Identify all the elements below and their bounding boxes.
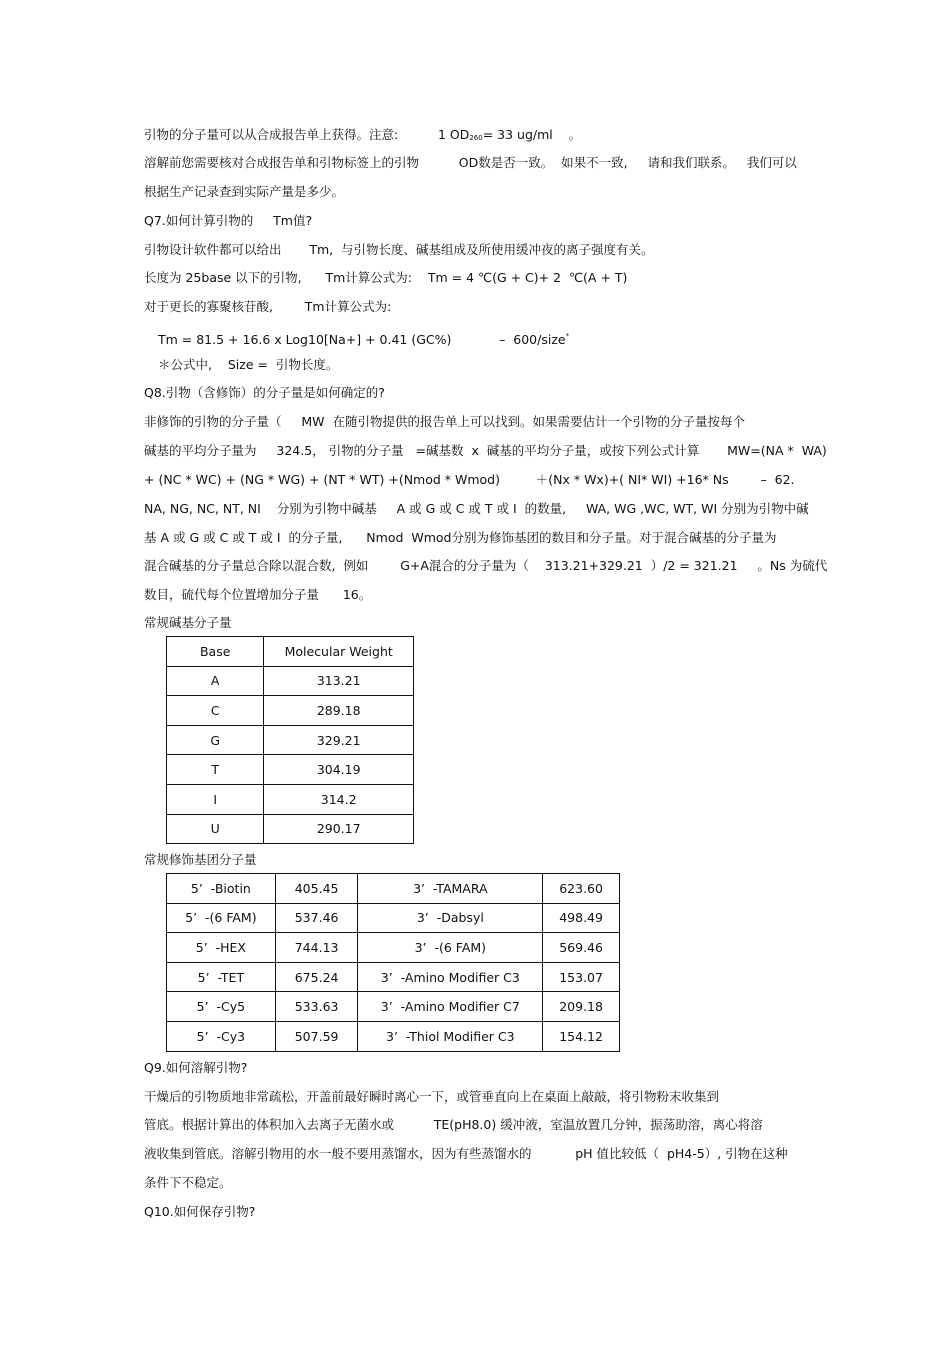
table-cell: 3’ -Amino Modifier C7 <box>358 992 543 1022</box>
table-cell: 5’ -HEX <box>167 933 276 963</box>
text-line-dissolve-1: 干燥后的引物质地非常疏松，开盖前最好瞬时离心一下，或管垂直向上在桌面上敲敲，将引物粉末收集到 <box>144 1089 720 1104</box>
table-header-row <box>167 637 414 667</box>
table-cell: 623.60 <box>543 874 620 904</box>
table-cell: 3’ -(6 FAM) <box>358 933 543 963</box>
table-cell: 498.49 <box>543 903 620 933</box>
table-cell: 209.18 <box>543 992 620 1022</box>
table-row <box>167 903 620 933</box>
table-row <box>167 696 414 726</box>
table-cell: 507.59 <box>275 1021 358 1051</box>
table-cell: 569.46 <box>543 933 620 963</box>
question-q10-heading: Q10.如何保存引物? <box>144 1204 256 1219</box>
table-cell: 675.24 <box>275 962 358 992</box>
table-cell: 744.13 <box>275 933 358 963</box>
table-row <box>167 874 620 904</box>
text-line-dissolve-3: 液收集到管底。溶解引物用的水一般不要用蒸馏水，因为有些蒸馏水的 pH 值比较低（ pH4-5）, 引物在这种 <box>144 1146 788 1161</box>
table-row <box>167 725 414 755</box>
text-line-mw-formula: + (NC * WC) + (NG * WG) + (NT * WT) +(Nmod * Wmod) ＋(Nx * Wx)+( NI* WI) +16* Ns – 62. <box>144 472 795 487</box>
table-cell: 5’ -Cy5 <box>167 992 276 1022</box>
table-cell: U <box>167 814 264 844</box>
text-line-dissolve-4: 条件下不稳定。 <box>144 1175 232 1190</box>
table-cell: 3’ -TAMARA <box>358 874 543 904</box>
text-line-mw-intro: 非修饰的引物的分子量（ MW 在随引物提供的报告单上可以找到。如果需要估计一个引物的分子量按每个 <box>144 414 745 429</box>
text-line-check-od: 溶解前您需要核对合成报告单和引物标签上的引物 OD数是否一致。 如果不一致, 请和我们联系。 我们可以 <box>144 155 797 170</box>
table-cell: 537.46 <box>275 903 358 933</box>
text-line-tm-short-formula: 长度为 25base 以下的引物, Tm计算公式为: Tm = 4 ℃(G + C)+ 2 ℃(A + T) <box>144 270 628 285</box>
text-line-od-note: 引物的分子量可以从合成报告单上获得。注意: 1 $OD_{260}= 33$ ug/ml 。 <box>144 127 582 142</box>
text-line-tm-long-intro: 对于更长的寡聚核苷酸, Tm计算公式为: <box>144 299 392 314</box>
table-row <box>167 784 414 814</box>
table-cell: G <box>167 725 264 755</box>
table-cell: 3’ -Amino Modifier C3 <box>358 962 543 992</box>
table-cell: 153.07 <box>543 962 620 992</box>
modification-molecular-weight-table <box>166 873 620 1052</box>
table-cell: 533.63 <box>275 992 358 1022</box>
table-row <box>167 933 620 963</box>
table-cell: 5’ -Cy3 <box>167 1021 276 1051</box>
text-line-mw-mod: 基 A 或 G 或 C 或 T 或 I 的分子量, Nmod Wmod分别为修饰基团的数目和分子量。对于混合碱基的分子量为 <box>144 530 777 545</box>
base-molecular-weight-table <box>166 636 414 844</box>
text-line-tm-long-formula: Tm = 81.5 + 16.6 x Log10[Na+] + 0.41 (GC%) – 600/size* <box>158 332 570 347</box>
text-line-mw-average: 碱基的平均分子量为 324.5， 引物的分子量 =碱基数 x 碱基的平均分子量，或按下列公式计算 MW=(NA * WA) <box>144 443 827 458</box>
text-line-production-record: 根据生产记录查到实际产量是多少。 <box>144 184 345 199</box>
table-row <box>167 992 620 1022</box>
table-cell: 3’ -Thiol Modifier C3 <box>358 1021 543 1051</box>
table-row <box>167 755 414 785</box>
table-cell: I <box>167 784 264 814</box>
table-row <box>167 1021 620 1051</box>
table-cell: 313.21 <box>264 666 414 696</box>
text-line-mw-thio: 数目，硫代每个位置增加分子量 16。 <box>144 587 372 602</box>
table-cell: 290.17 <box>264 814 414 844</box>
mod-table-caption: 常规修饰基团分子量 <box>144 852 257 867</box>
table-cell: 405.45 <box>275 874 358 904</box>
text-line-mw-mixed: 混合碱基的分子量总合除以混合数, 例如 G+A混合的分子量为（ 313.21+329.21 ）/2 = 321.21 。Ns 为硫代 <box>144 558 828 573</box>
text-line-mw-variables: NA, NG, NC, NT, NI 分别为引物中碱基 A 或 G 或 C 或 T 或 I 的数量, WA, WG ,WC, WT, WI 分别为引物中碱 <box>144 501 809 516</box>
question-q9-heading: Q9.如何溶解引物? <box>144 1060 248 1075</box>
table-cell: 329.21 <box>264 725 414 755</box>
table-cell: 5’ -Biotin <box>167 874 276 904</box>
table-cell: 304.19 <box>264 755 414 785</box>
table-row <box>167 814 414 844</box>
question-q7-heading: Q7.如何计算引物的 Tm值? <box>144 213 313 228</box>
table-cell: 289.18 <box>264 696 414 726</box>
table-cell: 154.12 <box>543 1021 620 1051</box>
table-cell: A <box>167 666 264 696</box>
text-line-tm-software: 引物设计软件都可以给出 Tm, 与引物长度、碱基组成及所使用缓冲夜的离子强度有关。 <box>144 242 654 257</box>
question-q8-heading: Q8.引物（含修饰）的分子量是如何确定的? <box>144 385 385 400</box>
table-cell: 3’ -Dabsyl <box>358 903 543 933</box>
text-line-dissolve-2: 管底。根据计算出的体积加入去离子无菌水或 TE(pH8.0) 缓冲液，室温放置几分钟，振荡助溶，离心将溶 <box>144 1117 763 1132</box>
table-cell: C <box>167 696 264 726</box>
table-cell: 5’ -(6 FAM) <box>167 903 276 933</box>
table-header-cell: Base <box>167 637 264 667</box>
table-cell: T <box>167 755 264 785</box>
table-row <box>167 962 620 992</box>
table-cell: 5’ -TET <box>167 962 276 992</box>
table-cell: 314.2 <box>264 784 414 814</box>
table-header-cell: Molecular Weight <box>264 637 414 667</box>
text-line-size-note: ＊公式中, Size = 引物长度。 <box>158 357 339 372</box>
base-table-caption: 常规碱基分子量 <box>144 615 232 630</box>
table-row <box>167 666 414 696</box>
